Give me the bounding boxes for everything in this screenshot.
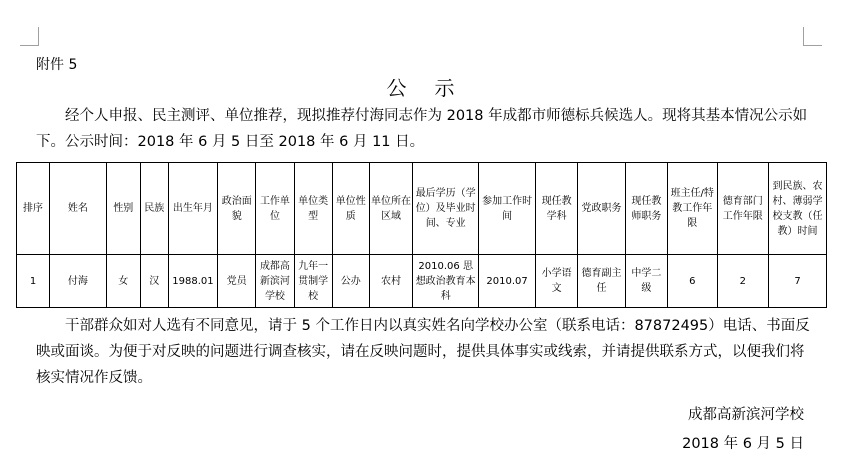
table-cell: 小学语文 bbox=[535, 255, 577, 308]
table-row bbox=[17, 255, 827, 308]
header-cell: 现任教学科 bbox=[535, 163, 577, 255]
candidate-table bbox=[16, 162, 827, 308]
signature-date: 2018 年 6 月 5 日 bbox=[682, 436, 804, 452]
margin-mark-top-left bbox=[20, 27, 39, 46]
intro-paragraph: 经个人申报、民主测评、单位推荐，现拟推荐付海同志作为 2018 年成都市师德标兵候选人。现将其基本情况公示如下。公示时间：2018 年 6 月 5 日至 2018 年 6 月 11 日。 bbox=[36, 108, 808, 150]
header-cell: 姓名 bbox=[50, 163, 107, 255]
notice-paragraph: 干部群众如对人选有不同意见，请于 5 个工作日内以真实姓名向学校办公室（联系电话：87872495）电话、书面反映或面谈。为便于对反映的问题进行调查核实，请在反映问题时，提供具体事实或线索，并请提供联系方式，以便我们将核实情况作反馈。 bbox=[36, 318, 810, 386]
table-cell: 成都高新滨河学校 bbox=[256, 255, 294, 308]
header-cell: 班主任/特教工作年限 bbox=[668, 163, 718, 255]
table-cell: 2010.06 思想政治教育本科 bbox=[413, 255, 479, 308]
header-cell: 最后学历（学位）及毕业时间、专业 bbox=[413, 163, 479, 255]
header-cell: 党政职务 bbox=[578, 163, 625, 255]
attachment-label: 附件 5 bbox=[36, 57, 78, 73]
header-cell: 参加工作时间 bbox=[479, 163, 536, 255]
header-cell: 出生年月 bbox=[168, 163, 218, 255]
table-cell: 付海 bbox=[50, 255, 107, 308]
table-cell: 女 bbox=[106, 255, 140, 308]
table-header-row bbox=[17, 163, 827, 255]
header-cell: 单位性质 bbox=[332, 163, 369, 255]
header-cell: 单位所在区域 bbox=[369, 163, 412, 255]
table-cell: 2010.07 bbox=[479, 255, 536, 308]
header-cell: 工作单位 bbox=[256, 163, 294, 255]
signature-org: 成都高新滨河学校 bbox=[688, 407, 804, 423]
table-cell: 农村 bbox=[369, 255, 412, 308]
margin-mark-top-right bbox=[803, 27, 822, 46]
header-cell: 排序 bbox=[17, 163, 50, 255]
table-cell: 公办 bbox=[332, 255, 369, 308]
table-cell: 中学二级 bbox=[625, 255, 667, 308]
table-cell: 党员 bbox=[218, 255, 256, 308]
table-cell: 7 bbox=[769, 255, 827, 308]
table-cell: 2 bbox=[717, 255, 769, 308]
header-cell: 政治面貌 bbox=[218, 163, 256, 255]
table-cell: 1988.01 bbox=[168, 255, 218, 308]
header-cell: 民族 bbox=[140, 163, 168, 255]
page-title: 公示 bbox=[386, 76, 483, 100]
table-cell: 德育副主任 bbox=[578, 255, 625, 308]
table-cell: 1 bbox=[17, 255, 50, 308]
header-cell: 德育部门工作年限 bbox=[717, 163, 769, 255]
table-cell: 汉 bbox=[140, 255, 168, 308]
header-cell: 单位类型 bbox=[294, 163, 332, 255]
table-cell: 九年一贯制学校 bbox=[294, 255, 332, 308]
header-cell: 现任教师职务 bbox=[625, 163, 667, 255]
table-cell: 6 bbox=[668, 255, 718, 308]
header-cell: 到民族、农村、薄弱学校支教（任教）时间 bbox=[769, 163, 827, 255]
header-cell: 性别 bbox=[106, 163, 140, 255]
